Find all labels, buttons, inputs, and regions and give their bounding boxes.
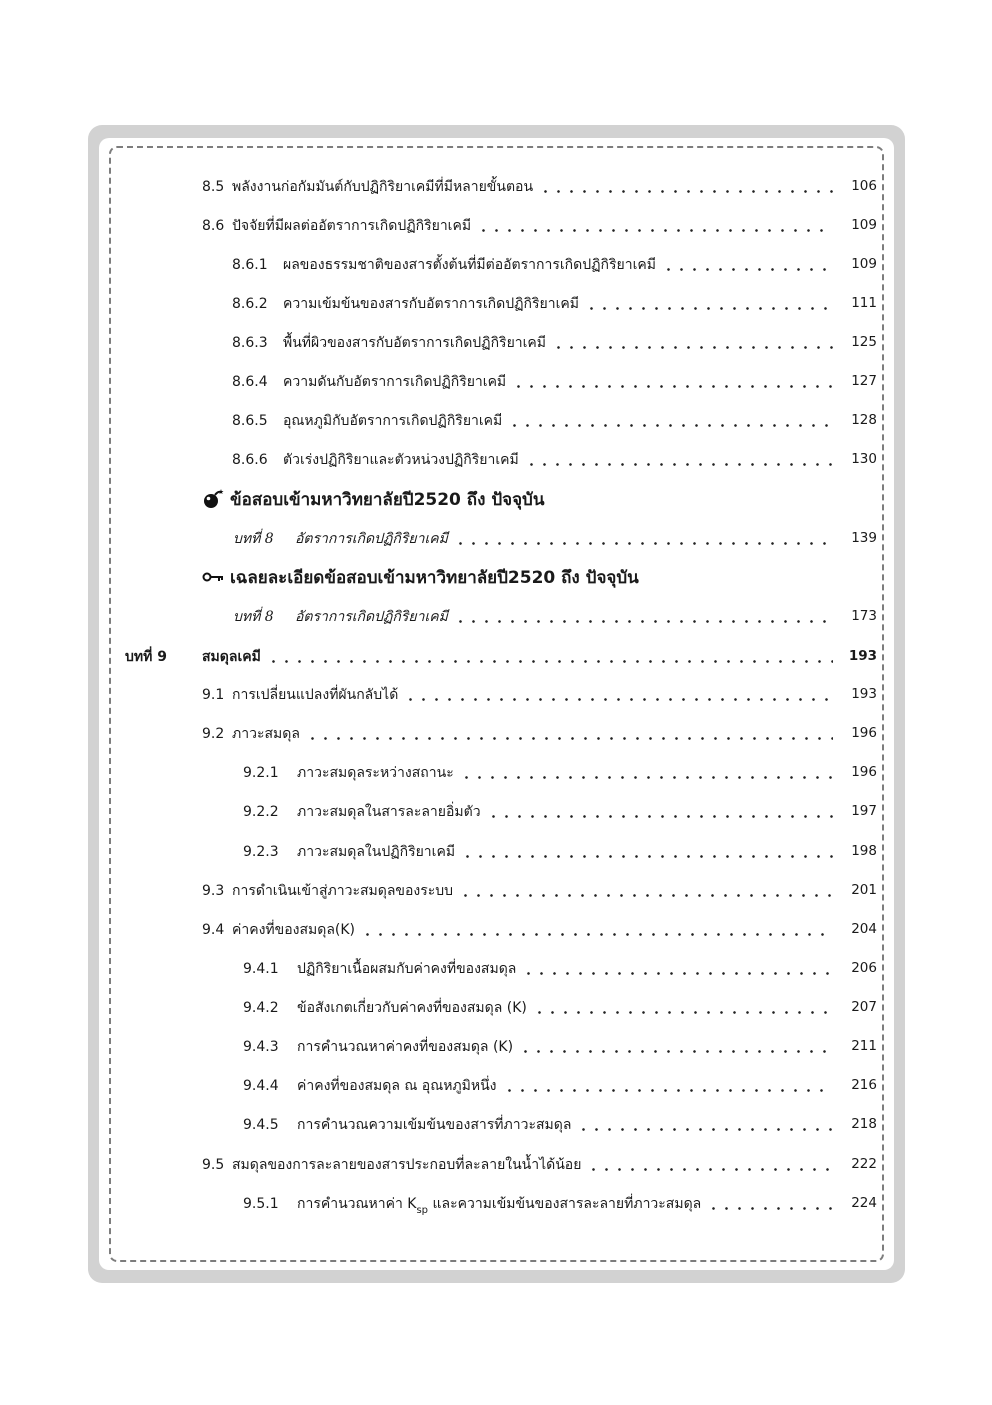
- entry-title: ความดันกับอัตราการเกิดปฏิกิริยาเคมี: [283, 374, 507, 390]
- entry-number: 8.6.6: [232, 452, 268, 468]
- dot-leader: [522, 955, 833, 983]
- entry-number: 9.4.2: [243, 1000, 279, 1016]
- entry-title: ตัวเร่งปฏิกิริยาและตัวหน่วงปฏิกิริยาเคมี: [283, 452, 519, 468]
- dot-leader: [267, 643, 833, 671]
- dot-leader: [459, 877, 833, 905]
- entry-title: ปัจจัยที่มีผลต่ออัตราการเกิดปฏิกิริยาเคมี: [232, 218, 472, 234]
- entry-title: สมดุลของการละลายของสารประกอบที่ละลายในน้ำได้น้อย: [232, 1157, 582, 1173]
- chapter-title: สมดุลเคมี: [202, 649, 261, 665]
- toc-entry-solution-ch8[interactable]: [233, 603, 877, 631]
- toc-entry-9-5[interactable]: [202, 1151, 877, 1179]
- solution-heading-text: เฉลยละเอียดข้อสอบเข้ามหาวิทยาลัยปี2520 ถึง ปัจจุบัน: [230, 567, 639, 588]
- entry-page: 109: [851, 256, 877, 273]
- entry-number: บทที่ 8: [233, 531, 274, 547]
- entry-page: 128: [851, 412, 877, 429]
- entry-page: 139: [851, 530, 877, 547]
- entry-title: ภาวะสมดุลในปฏิกิริยาเคมี: [297, 844, 456, 860]
- toc-entry-9-2-3[interactable]: [243, 838, 877, 866]
- entry-number: 9.3: [202, 883, 225, 899]
- toc-chapter-9[interactable]: [125, 643, 877, 671]
- entry-page: 196: [851, 764, 877, 781]
- entry-title: ภาวะสมดุลระหว่างสถานะ: [297, 765, 454, 781]
- entry-page: 224: [851, 1195, 877, 1212]
- entry-number: 9.4.1: [243, 961, 279, 977]
- entry-page: 198: [851, 843, 877, 860]
- entry-number: 9.2.2: [243, 804, 279, 820]
- dot-leader: [477, 212, 833, 240]
- entry-title: ผลของธรรมชาติของสารตั้งต้นที่มีต่ออัตราการเกิดปฏิกิริยาเคมี: [283, 257, 656, 273]
- entry-number: 9.1: [202, 687, 225, 703]
- entry-number: 9.4.4: [243, 1078, 279, 1094]
- toc-entry-exam-ch8[interactable]: [233, 525, 877, 553]
- entry-page: 204: [851, 921, 877, 938]
- dot-leader: [519, 1033, 833, 1061]
- dot-leader: [461, 838, 833, 866]
- entry-number: 8.6.1: [232, 257, 268, 273]
- entry-number: 8.6.3: [232, 335, 268, 351]
- dot-leader: [306, 720, 833, 748]
- dot-leader: [539, 173, 833, 201]
- dot-leader: [512, 368, 833, 396]
- dot-leader: [487, 798, 833, 826]
- entry-page: 127: [851, 373, 877, 390]
- entry-title: ภาวะสมดุล: [232, 726, 300, 742]
- entry-title-part: การคำนวณหาค่า K: [297, 1196, 417, 1212]
- entry-title: ความเข้มข้นของสารกับอัตราการเกิดปฏิกิริยาเคมี: [283, 296, 579, 312]
- entry-page: 206: [851, 960, 877, 977]
- entry-title: พลังงานก่อกัมมันต์กับปฏิกิริยาเคมีที่มีหลายขั้นตอน: [232, 179, 534, 195]
- entry-number: 9.2.1: [243, 765, 279, 781]
- toc-entry-9-4-4[interactable]: [243, 1072, 877, 1100]
- dot-leader: [460, 759, 833, 787]
- solution-heading: [202, 561, 639, 593]
- entry-title: อัตราการเกิดปฏิกิริยาเคมี: [295, 609, 448, 625]
- chapter-number: บทที่ 9: [125, 649, 167, 665]
- entry-page: 125: [851, 334, 877, 351]
- dot-leader: [533, 994, 833, 1022]
- entry-title: พื้นที่ผิวของสารกับอัตราการเกิดปฏิกิริยาเคมี: [283, 335, 547, 351]
- entry-number: 8.6.5: [232, 413, 268, 429]
- dot-leader: [361, 916, 833, 944]
- toc-entry-9-4-5[interactable]: [243, 1111, 877, 1139]
- entry-title: อัตราการเกิดปฏิกิริยาเคมี: [295, 531, 448, 547]
- entry-number: 8.5: [202, 179, 225, 195]
- entry-number: 9.4: [202, 922, 225, 938]
- toc-entry-9-4[interactable]: [202, 916, 877, 944]
- entry-number: 9.4.5: [243, 1117, 279, 1133]
- dot-leader: [503, 1072, 833, 1100]
- entry-title: ปฏิกิริยาเนื้อผสมกับค่าคงที่ของสมดุล: [297, 961, 517, 977]
- entry-title: [297, 1196, 703, 1216]
- bomb-icon: [202, 488, 224, 510]
- entry-number: 8.6.2: [232, 296, 268, 312]
- dot-leader: [454, 525, 833, 553]
- toc-entry-9-1[interactable]: [202, 681, 877, 709]
- chapter-page: 193: [848, 648, 877, 665]
- entry-title: การดำเนินเข้าสู่ภาวะสมดุลของระบบ: [232, 883, 454, 899]
- dot-leader: [585, 290, 833, 318]
- entry-title: ค่าคงที่ของสมดุล ณ อุณหภูมิหนึ่ง: [297, 1078, 497, 1094]
- entry-number: 9.5: [202, 1157, 225, 1173]
- exam-heading-text: ข้อสอบเข้ามหาวิทยาลัยปี2520 ถึง ปัจจุบัน: [230, 489, 545, 510]
- entry-title: ภาวะสมดุลในสารละลายอิ่มตัว: [297, 804, 481, 820]
- entry-page: 193: [851, 686, 877, 703]
- dot-leader: [707, 1190, 833, 1218]
- entry-title-part: และความเข้มข้นของสารละลายที่ภาวะสมดุล: [428, 1196, 702, 1212]
- toc-entry-9-4-1[interactable]: [243, 955, 877, 983]
- entry-number: 9.2: [202, 726, 225, 742]
- entry-page: 197: [851, 803, 877, 820]
- dot-leader: [587, 1151, 833, 1179]
- entry-page: 218: [851, 1116, 877, 1133]
- entry-page: 109: [851, 217, 877, 234]
- toc-entry-8-6-5[interactable]: [232, 407, 877, 435]
- entry-title: การเปลี่ยนแปลงที่ผันกลับได้: [232, 687, 399, 703]
- toc-entry-9-5-1[interactable]: [243, 1190, 877, 1218]
- toc-entry-8-5[interactable]: [202, 173, 877, 201]
- toc-entry-8-6-6[interactable]: [232, 446, 877, 474]
- entry-title: ข้อสังเกตเกี่ยวกับค่าคงที่ของสมดุล (K): [297, 1000, 527, 1016]
- entry-number: บทที่ 8: [233, 609, 274, 625]
- toc-entry-9-4-2[interactable]: [243, 994, 877, 1022]
- dot-leader: [454, 603, 833, 631]
- entry-page: 173: [851, 608, 877, 625]
- entry-number: 8.6.4: [232, 374, 268, 390]
- entry-number: 8.6: [202, 218, 225, 234]
- toc-entry-8-6-2[interactable]: [232, 290, 877, 318]
- toc-entry-8-6-3[interactable]: [232, 329, 877, 357]
- toc-entry-8-6-1[interactable]: [232, 251, 877, 279]
- entry-page: 111: [851, 295, 877, 312]
- entry-number: 9.4.3: [243, 1039, 279, 1055]
- entry-page: 211: [851, 1038, 877, 1055]
- key-icon: [202, 566, 224, 588]
- toc-entry-9-2[interactable]: [202, 720, 877, 748]
- entry-page: 106: [851, 178, 877, 195]
- exam-heading: [202, 483, 544, 515]
- entry-title: การคำนวณความเข้มข้นของสารที่ภาวะสมดุล: [297, 1117, 572, 1133]
- entry-page: 196: [851, 725, 877, 742]
- entry-title: อุณหภูมิกับอัตราการเกิดปฏิกิริยาเคมี: [283, 413, 503, 429]
- entry-number: 9.2.3: [243, 844, 279, 860]
- toc-entry-8-6-4[interactable]: [232, 368, 877, 396]
- dot-leader: [552, 329, 833, 357]
- toc-entry-9-2-1[interactable]: [243, 759, 877, 787]
- entry-page: 130: [851, 451, 877, 468]
- toc-entry-9-4-3[interactable]: [243, 1033, 877, 1061]
- ksp-subscript: sp: [416, 1205, 429, 1216]
- entry-title: ค่าคงที่ของสมดุล(K): [232, 922, 356, 938]
- entry-page: 207: [851, 999, 877, 1016]
- entry-number: 9.5.1: [243, 1196, 279, 1212]
- entry-page: 201: [851, 882, 877, 899]
- dot-leader: [662, 251, 833, 279]
- toc-entry-8-6[interactable]: [202, 212, 877, 240]
- entry-page: 216: [851, 1077, 877, 1094]
- entry-title: การคำนวณหาค่าคงที่ของสมดุล (K): [297, 1039, 514, 1055]
- toc-entry-9-2-2[interactable]: [243, 798, 877, 826]
- toc-entry-9-3[interactable]: [202, 877, 877, 905]
- dot-leader: [577, 1111, 833, 1139]
- dot-leader: [404, 681, 833, 709]
- dot-leader: [508, 407, 833, 435]
- entry-page: 222: [851, 1156, 877, 1173]
- dot-leader: [525, 446, 833, 474]
